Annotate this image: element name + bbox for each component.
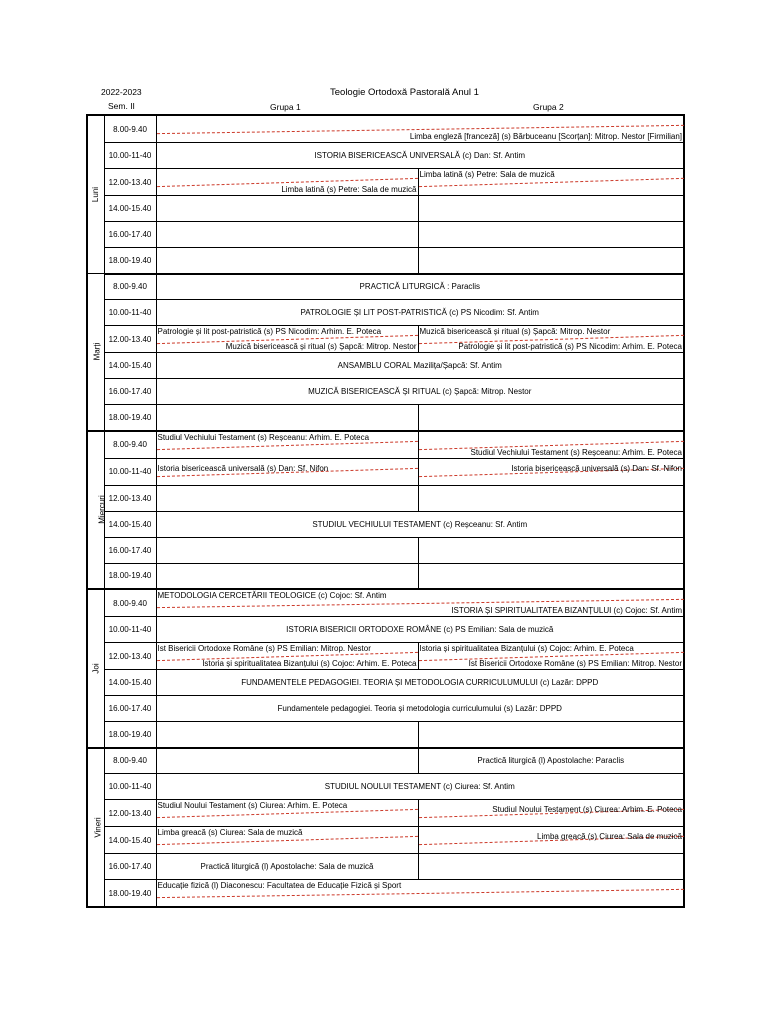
class-cell-g2	[418, 485, 684, 511]
group2-header: Grupa 2	[533, 102, 564, 112]
time-slot: 14.00-15.40	[104, 827, 156, 854]
class-cell-g2	[418, 222, 684, 248]
time-slot: 12.00-13.40	[104, 485, 156, 511]
table-row	[87, 353, 684, 379]
class-cell-g1: Limba greacă (s) Ciurea: Sala de muzică	[156, 827, 418, 854]
table-row	[87, 485, 684, 511]
class-cell-g1	[156, 748, 418, 774]
time-slot: 8.00-9.40	[104, 431, 156, 459]
time-slot: 10.00-11-40	[104, 300, 156, 326]
page-title: Teologie Ortodoxă Pastorală Anul 1	[330, 87, 479, 98]
class-cell-g1	[156, 196, 418, 222]
time-slot: 8.00-9.40	[104, 115, 156, 143]
table-row	[87, 696, 684, 722]
table-row	[87, 643, 684, 670]
time-slot: 18.00-19.40	[104, 880, 156, 908]
time-slot: 12.00-13.40	[104, 169, 156, 196]
table-row	[87, 248, 684, 274]
table-row	[87, 880, 684, 908]
time-slot: 18.00-19.40	[104, 563, 156, 589]
academic-year: 2022-2023	[101, 87, 142, 97]
table-row	[87, 854, 684, 880]
class-cell-g1	[156, 537, 418, 563]
time-slot: 16.00-17.40	[104, 222, 156, 248]
class-cell-g1: Studiul Noului Testament (s) Ciurea: Arhim. E. Poteca	[156, 800, 418, 827]
time-slot: 10.00-11-40	[104, 143, 156, 169]
time-slot: 12.00-13.40	[104, 326, 156, 353]
time-slot: 18.00-19.40	[104, 722, 156, 748]
class-cell: STUDIUL VECHIULUI TESTAMENT (c) Reșceanu: Sf. Antim	[156, 511, 684, 537]
class-cell-g2	[418, 405, 684, 431]
class-cell-g1	[156, 485, 418, 511]
time-slot: 8.00-9.40	[104, 589, 156, 617]
table-row	[87, 670, 684, 696]
class-cell-g2	[418, 722, 684, 748]
class-cell-g1	[156, 722, 418, 748]
table-row	[87, 222, 684, 248]
day-label-joi: Joi	[87, 589, 104, 748]
class-cell-g1: Studiul Vechiului Testament (s) Reșceanu: Arhim. E. Poteca	[156, 431, 418, 459]
table-row	[87, 379, 684, 405]
class-cell: METODOLOGIA CERCETĂRII TEOLOGICE (c) Cojoc: Sf. Antim ISTORIA ȘI SPIRITUALITATEA BIZANȚULUI (c) Cojoc: Sf. Antim	[157, 591, 682, 615]
class-cell-g2: Studiul Noului Testament (s) Ciurea: Arhim. E. Poteca	[418, 800, 684, 827]
time-slot: 16.00-17.40	[104, 696, 156, 722]
class-cell-g1: Practică liturgică (l) Apostolache: Sala de muzică	[156, 854, 418, 880]
class-cell-g1	[156, 563, 418, 589]
day-label-marti: Marți	[87, 274, 104, 431]
time-slot: 8.00-9.40	[104, 274, 156, 300]
time-slot: 14.00-15.40	[104, 511, 156, 537]
class-cell-g1: Limba latină (s) Petre: Sala de muzică	[156, 169, 418, 196]
class-cell: STUDIUL NOULUI TESTAMENT (c) Ciurea: Sf. Antim	[156, 774, 684, 800]
class-cell-g2	[418, 248, 684, 274]
time-slot: 16.00-17.40	[104, 537, 156, 563]
time-slot: 10.00-11-40	[104, 458, 156, 485]
semester: Sem. II	[108, 101, 135, 111]
table-row	[87, 827, 684, 854]
table-row	[87, 300, 684, 326]
class-cell: Educație fizică (l) Diaconescu: Facultatea de Educație Fizică și Sport	[156, 880, 684, 908]
table-row	[87, 589, 684, 617]
class-cell-g2	[418, 196, 684, 222]
class-cell-g1: Ist Bisericii Ortodoxe Române (s) PS Emilian: Mitrop. Nestor Istoria și spiritualitatea Bizanțului (s) Cojoc: Arhim. E. Poteca	[157, 644, 417, 668]
table-row	[87, 274, 684, 300]
time-slot: 16.00-17.40	[104, 379, 156, 405]
class-cell-g2: Istoria și spiritualitatea Bizanțului (s) Cojoc: Arhim. E. Poteca Ist Bisericii Ortodoxe Române (s) PS Emilian: Mitrop. Nestor	[419, 644, 682, 668]
time-slot: 18.00-19.40	[104, 248, 156, 274]
class-cell-g2: Istoria bisericească universală (s) Dan: Sf. Nifon	[418, 458, 684, 485]
class-cell: PATROLOGIE ȘI LIT POST-PATRISTICĂ (c) PS Nicodim: Sf. Antim	[156, 300, 684, 326]
class-cell-g2: Limba latină (s) Petre: Sala de muzică	[418, 169, 684, 196]
table-row	[87, 774, 684, 800]
class-cell: MUZICĂ BISERICEASCĂ ȘI RITUAL (c) Șapcă: Mitrop. Nestor	[156, 379, 684, 405]
table-row	[87, 458, 684, 485]
table-row	[87, 800, 684, 827]
table-row	[87, 748, 684, 774]
class-cell: ISTORIA BISERICII ORTODOXE ROMÂNE (c) PS Emilian: Sala de muzică	[156, 617, 684, 643]
class-cell-g2	[418, 854, 684, 880]
time-slot: 18.00-19.40	[104, 405, 156, 431]
group1-header: Grupa 1	[270, 102, 301, 112]
class-cell: Limba engleză [franceză] (s) Bărbuceanu [Scorțan]: Mitrop. Nestor [Firmilian]	[156, 115, 684, 143]
time-slot: 10.00-11-40	[104, 617, 156, 643]
table-row	[87, 563, 684, 589]
time-slot: 12.00-13.40	[104, 643, 156, 670]
table-row	[87, 115, 684, 143]
time-slot: 8.00-9.40	[104, 748, 156, 774]
class-cell-g1	[156, 405, 418, 431]
class-cell: ISTORIA BISERICEASCĂ UNIVERSALĂ (c) Dan: Sf. Antim	[156, 143, 684, 169]
day-label-miercuri: Miercuri	[87, 431, 104, 590]
table-row	[87, 405, 684, 431]
time-slot: 14.00-15.40	[104, 670, 156, 696]
day-label-luni: Luni	[87, 115, 104, 274]
time-slot: 10.00-11-40	[104, 774, 156, 800]
table-row	[87, 431, 684, 459]
time-slot: 14.00-15.40	[104, 353, 156, 379]
class-cell-g1	[156, 248, 418, 274]
class-cell-g2: Practică liturgică (l) Apostolache: Paraclis	[418, 748, 684, 774]
class-cell-g1: Istoria bisericească universală (s) Dan: Sf. Nifon	[156, 458, 418, 485]
time-slot: 14.00-15.40	[104, 196, 156, 222]
day-label-vineri: Vineri	[87, 748, 104, 908]
class-cell: Fundamentele pedagogiei. Teoria și metodologia curriculumului (s) Lazăr: DPPD	[156, 696, 684, 722]
time-slot: 12.00-13.40	[104, 800, 156, 827]
table-row	[87, 143, 684, 169]
class-cell-g2	[418, 537, 684, 563]
class-cell-g2: Muzică bisericească și ritual (s) Șapcă: Mitrop. Nestor Patrologie și lit post-patristică (s) PS Nicodim: Arhim. E. Poteca	[419, 327, 682, 351]
table-row	[87, 537, 684, 563]
class-cell: ANSAMBLU CORAL Mazilița/Șapcă: Sf. Antim	[156, 353, 684, 379]
class-cell-g2: Limba greacă (s) Ciurea: Sala de muzică	[418, 827, 684, 854]
table-row	[87, 511, 684, 537]
class-cell-g2: Studiul Vechiului Testament (s) Reșceanu: Arhim. E. Poteca	[418, 431, 684, 459]
timetable	[86, 114, 685, 908]
time-slot: 16.00-17.40	[104, 854, 156, 880]
table-row	[87, 617, 684, 643]
table-row	[87, 169, 684, 196]
table-row	[87, 722, 684, 748]
class-cell-g1	[156, 222, 418, 248]
class-cell: FUNDAMENTELE PEDAGOGIEI. TEORIA ȘI METODOLOGIA CURRICULUMULUI (c) Lazăr: DPPD	[156, 670, 684, 696]
class-cell-g2	[418, 563, 684, 589]
class-cell-g1: Patrologie și lit post-patristică (s) PS Nicodim: Arhim. E. Poteca Muzică bisericească și ritual (s) Șapcă: Mitrop. Nestor	[157, 327, 417, 351]
class-cell: PRACTICĂ LITURGICĂ : Paraclis	[156, 274, 684, 300]
table-row	[87, 196, 684, 222]
table-row	[87, 326, 684, 353]
